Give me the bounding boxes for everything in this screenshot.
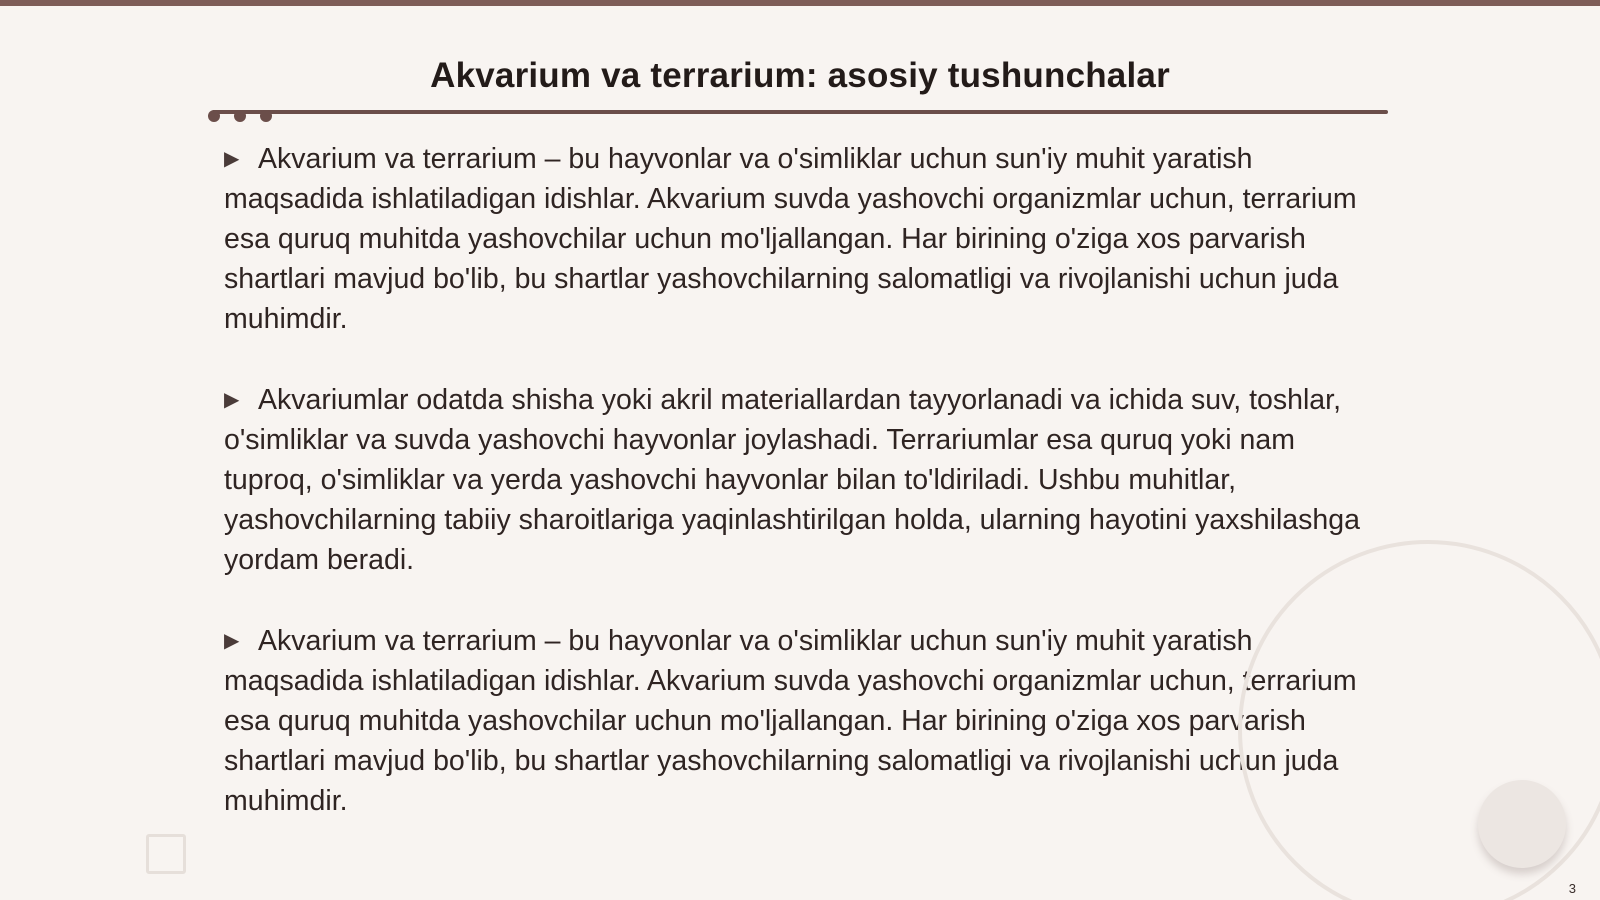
triangle-right-icon: ▶ xyxy=(224,148,240,170)
bullet-paragraph-1 xyxy=(224,139,1364,339)
triangle-right-icon: ▶ xyxy=(224,389,240,411)
bullet-paragraph-3 xyxy=(224,621,1364,821)
underline-dot xyxy=(208,110,220,122)
decorative-ball xyxy=(1478,780,1566,868)
paragraph-text: Akvarium va terrarium – bu hayvonlar va o'simliklar uchun sun'iy muhit yaratish maqsadida ishlatiladigan idishlar. Akvarium suvda yashovchi organizmlar uchun, terrarium esa quruq muhitda yashovchilar uchun mo'ljallangan. Har birining o'ziga xos parvarish shartlari mavjud bo'lib, bu shartlar yashovchilarning salomatligi va rivojlanishi uchun juda muhimdir. xyxy=(224,143,1357,335)
bullet-list xyxy=(224,139,1364,862)
page-number: 3 xyxy=(1568,881,1576,896)
bullet-paragraph-2 xyxy=(224,380,1364,580)
title-underline xyxy=(212,110,1388,114)
top-accent-bar xyxy=(0,0,1600,6)
paragraph-text: Akvarium va terrarium – bu hayvonlar va o'simliklar uchun sun'iy muhit yaratish maqsadida ishlatiladigan idishlar. Akvarium suvda yashovchi organizmlar uchun, terrarium esa quruq muhitda yashovchilar uchun mo'ljallangan. Har birining o'ziga xos parvarish shartlari mavjud bo'lib, bu shartlar yashovchilarning salomatligi va rivojlanishi uchun juda muhimdir. xyxy=(224,625,1357,817)
underline-dot xyxy=(234,110,246,122)
slide-title: Akvarium va terrarium: asosiy tushunchalar xyxy=(430,56,1170,95)
triangle-right-icon: ▶ xyxy=(224,630,240,652)
decorative-square xyxy=(146,834,186,874)
underline-dot xyxy=(260,110,272,122)
paragraph-text: Akvariumlar odatda shisha yoki akril materiallardan tayyorlanadi va ichida suv, toshlar, o'simliklar va suvda yashovchi hayvonlar joylashadi. Terrariumlar esa quruq yoki nam tuproq, o'simliklar va yerda yashovchi hayvonlar bilan to'ldiriladi. Ushbu muhitlar, yashovchilarning tabiiy sharoitlariga yaqinlashtirilgan holda, ularning hayotini yaxshilashga yordam beradi. xyxy=(224,384,1360,576)
